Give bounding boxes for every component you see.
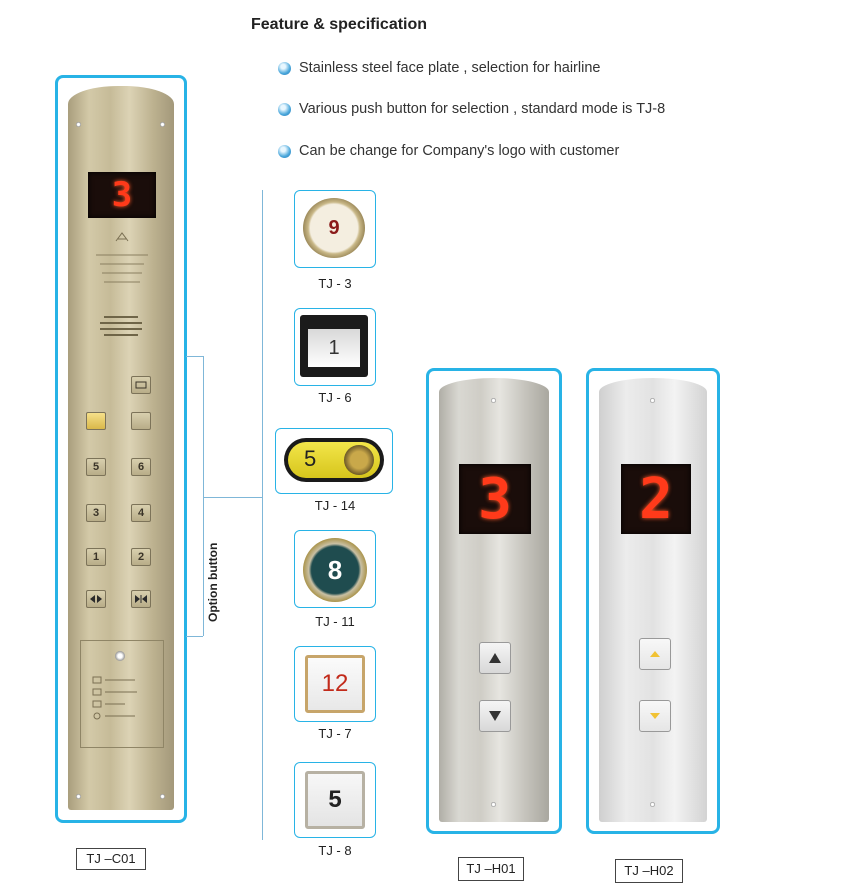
tj-c01-label: TJ –C01: [76, 848, 146, 870]
key-switch-icon[interactable]: [115, 651, 125, 661]
engraved-logo: [90, 231, 154, 301]
round-button: 9: [303, 198, 365, 258]
option-label: TJ - 7: [318, 726, 352, 741]
option-tj6-frame[interactable]: [294, 308, 376, 386]
bullet-icon: [278, 145, 291, 158]
bracket-bottom: [186, 636, 203, 637]
floor-button[interactable]: 3: [86, 504, 106, 522]
bullet-item: Can be change for Company's logo with customer: [278, 143, 619, 159]
option-tj7-frame[interactable]: [294, 646, 376, 722]
engraved-instructions: [91, 675, 155, 739]
tj-h02-frame: [586, 368, 720, 834]
bracket-connector: [203, 497, 263, 498]
up-button[interactable]: [639, 638, 671, 670]
speaker-grille: [96, 314, 146, 340]
screw-icon: [491, 398, 496, 403]
screw-icon: [76, 122, 81, 127]
tj-h02-panel: [599, 378, 707, 822]
floor-display: [459, 464, 531, 534]
bullet-icon: [278, 62, 291, 75]
square-button: 1: [300, 315, 368, 377]
up-button[interactable]: [479, 642, 511, 674]
floor-button[interactable]: 2: [131, 548, 151, 566]
square-button: 12: [305, 655, 365, 713]
square-button: 5: [305, 771, 365, 829]
options-divider: [262, 190, 263, 840]
round-button: 8: [303, 538, 367, 602]
floor-button[interactable]: 6: [131, 458, 151, 476]
bracket-top: [186, 356, 203, 357]
feature-title: Feature & specification: [251, 16, 428, 33]
screw-icon: [160, 122, 165, 127]
door-open-button[interactable]: [86, 590, 106, 608]
tj-h01-frame: [426, 368, 562, 834]
option-label: TJ - 3: [318, 276, 352, 291]
option-label: TJ - 11: [315, 614, 355, 629]
screw-icon: [76, 794, 81, 799]
option-label: TJ - 14: [314, 498, 356, 513]
screw-icon: [160, 794, 165, 799]
option-tj14-frame[interactable]: [275, 428, 393, 494]
call-button[interactable]: [131, 412, 151, 430]
floor-display: [88, 172, 156, 218]
floor-button[interactable]: 5: [86, 458, 106, 476]
option-tj11-frame[interactable]: [294, 530, 376, 608]
option-tj8-frame[interactable]: [294, 762, 376, 838]
tj-h01-panel: [439, 378, 549, 822]
floor-digit: 2: [639, 466, 673, 532]
option-button-label: Option button: [206, 542, 220, 622]
down-button[interactable]: [639, 700, 671, 732]
tj-c01-frame: [55, 75, 187, 823]
bullet-item: Stainless steel face plate , selection for hairline: [278, 60, 600, 76]
door-close-button[interactable]: [131, 590, 151, 608]
floor-button[interactable]: 1: [86, 548, 106, 566]
call-button-lit[interactable]: [86, 412, 106, 430]
option-label: TJ - 8: [318, 843, 352, 858]
option-label: TJ - 6: [318, 390, 352, 405]
hold-button[interactable]: [131, 376, 151, 394]
floor-digit: 3: [478, 466, 512, 532]
bullet-item: Various push button for selection , standard mode is TJ-8: [278, 101, 665, 117]
screw-icon: [491, 802, 496, 807]
service-cabinet: [80, 640, 164, 748]
indicator-lens: [344, 445, 374, 475]
tj-h01-label: TJ –H01: [458, 857, 524, 881]
tj-c01-panel: [68, 86, 174, 810]
down-button[interactable]: [479, 700, 511, 732]
floor-display: [621, 464, 691, 534]
screw-icon: [650, 802, 655, 807]
floor-button[interactable]: 4: [131, 504, 151, 522]
bullet-icon: [278, 103, 291, 116]
bracket-vertical: [203, 356, 204, 636]
tj-h02-label: TJ –H02: [615, 859, 683, 883]
option-tj3-frame[interactable]: [294, 190, 376, 268]
pill-button: 5: [284, 438, 384, 482]
screw-icon: [650, 398, 655, 403]
floor-digit: 3: [111, 175, 133, 215]
